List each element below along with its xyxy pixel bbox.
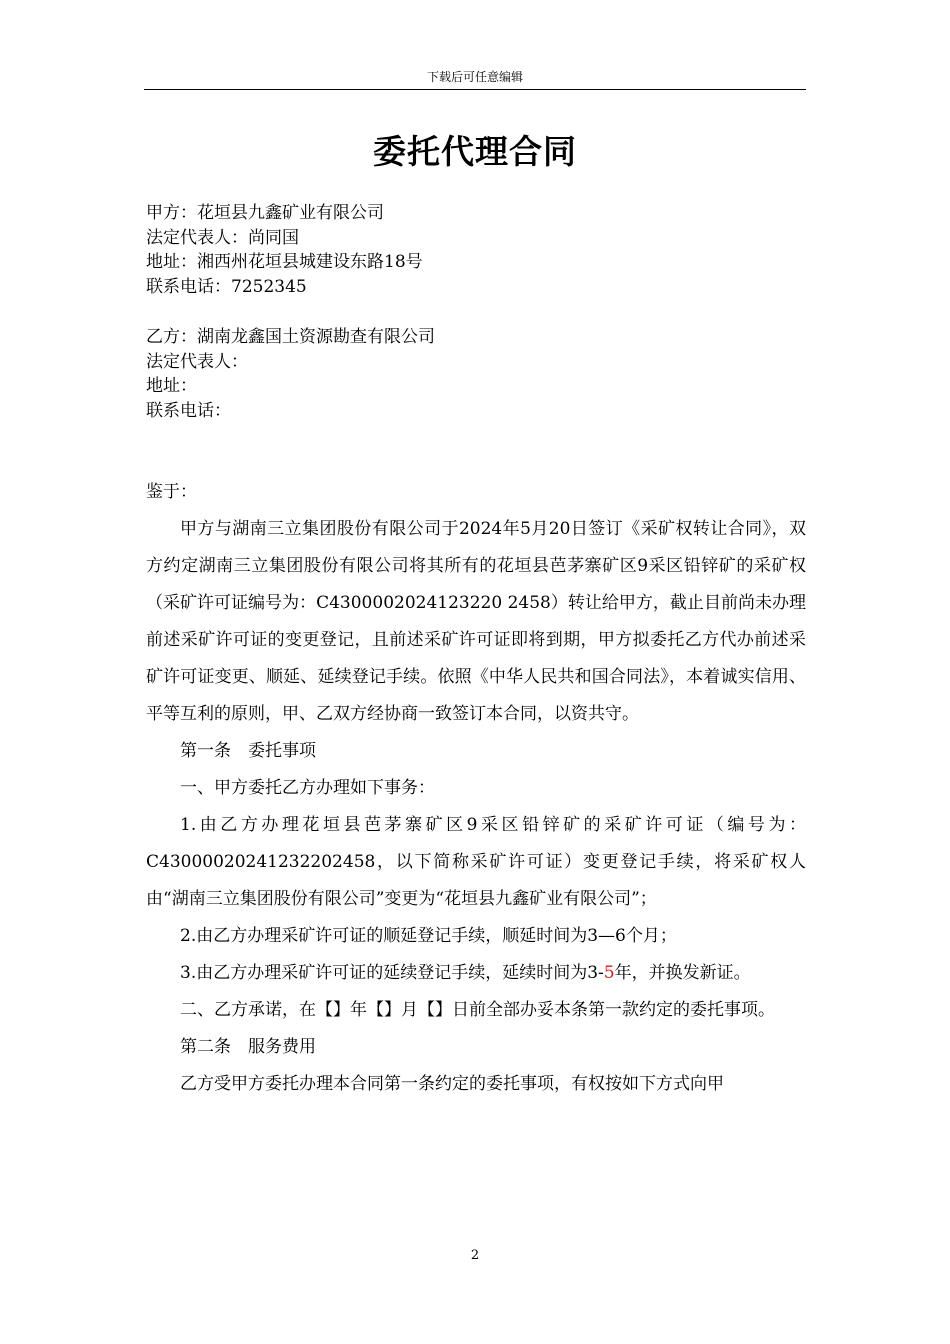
fee-intro-paragraph: 乙方受甲方委托办理本合同第一条约定的委托事项，有权按如下方式向甲 <box>180 1074 724 1094</box>
item-1-change-registration: 1.由乙方办理花垣县芭茅寨矿区9采区铅锌矿的采矿许可证（编号为：C43000020241232202458，以下简称采矿许可证）变更登记手续，将采矿权人由“湖南三立集团股份有限公司”变更为“花垣县九鑫矿业有限公司”； <box>146 815 806 909</box>
header-divider <box>144 89 806 90</box>
header-note: 下载后可任意编辑 <box>426 70 523 84</box>
clause-1-intro: 一、甲方委托乙方办理如下事务： <box>180 778 435 798</box>
item-3-highlight: 5 <box>603 963 615 983</box>
contract-body <box>146 474 806 1103</box>
document-title: 委托代理合同 <box>373 132 577 171</box>
party-a-phone: 联系电话：7252345 <box>146 276 307 297</box>
party-b-info <box>146 325 435 423</box>
article-2-heading: 第二条 服务费用 <box>180 1037 316 1057</box>
clause-2-commitment: 二、乙方承诺，在【】年【】月【】日前全部办妥本条第一款约定的委托事项。 <box>180 1000 775 1020</box>
item-3-text-start: 3.由乙方办理采矿许可证的延续登记手续，延续时间为3- <box>180 963 604 983</box>
party-b-address: 地址： <box>146 376 197 396</box>
party-a-representative: 法定代表人：尚同国 <box>146 227 299 248</box>
party-b-name: 乙方：湖南龙鑫国土资源勘查有限公司 <box>146 327 435 347</box>
whereas-label: 鉴于： <box>146 482 197 502</box>
item-3-text-end: 年，并换发新证。 <box>614 963 751 983</box>
party-b-phone: 联系电话： <box>146 400 231 421</box>
party-a-name: 甲方：花垣县九鑫矿业有限公司 <box>146 203 384 223</box>
party-b-representative: 法定代表人： <box>146 351 248 372</box>
party-a-info <box>146 201 423 299</box>
article-1-heading: 第一条 委托事项 <box>180 741 316 761</box>
page-number: 2 <box>470 1248 480 1263</box>
preamble-paragraph: 甲方与湖南三立集团股份有限公司于2024年5月20日签订《采矿权转让合同》，双方约定湖南三立集团股份有限公司将其所有的花垣县芭茅寨矿区9采区铅锌矿的采矿权（采矿许可证编号为：C4300002024123220 2458）转让给甲方，截止目前尚未办理前述采矿许可证的变更登记，且前述采矿许可证即将到期，甲方拟委托乙方代办前述采矿许可证变更、顺延、延续登记手续。依照《中华人民共和国合同法》，本着诚实信用、平等互利的原则，甲、乙双方经协商一致签订本合同，以资共守。 <box>146 519 806 724</box>
party-a-address: 地址：湘西州花垣县城建设东路18号 <box>146 252 423 272</box>
item-3-renewal-registration <box>146 955 806 992</box>
item-2-extension-registration: 2.由乙方办理采矿许可证的顺延登记手续，顺延时间为3—6个月； <box>180 926 677 946</box>
